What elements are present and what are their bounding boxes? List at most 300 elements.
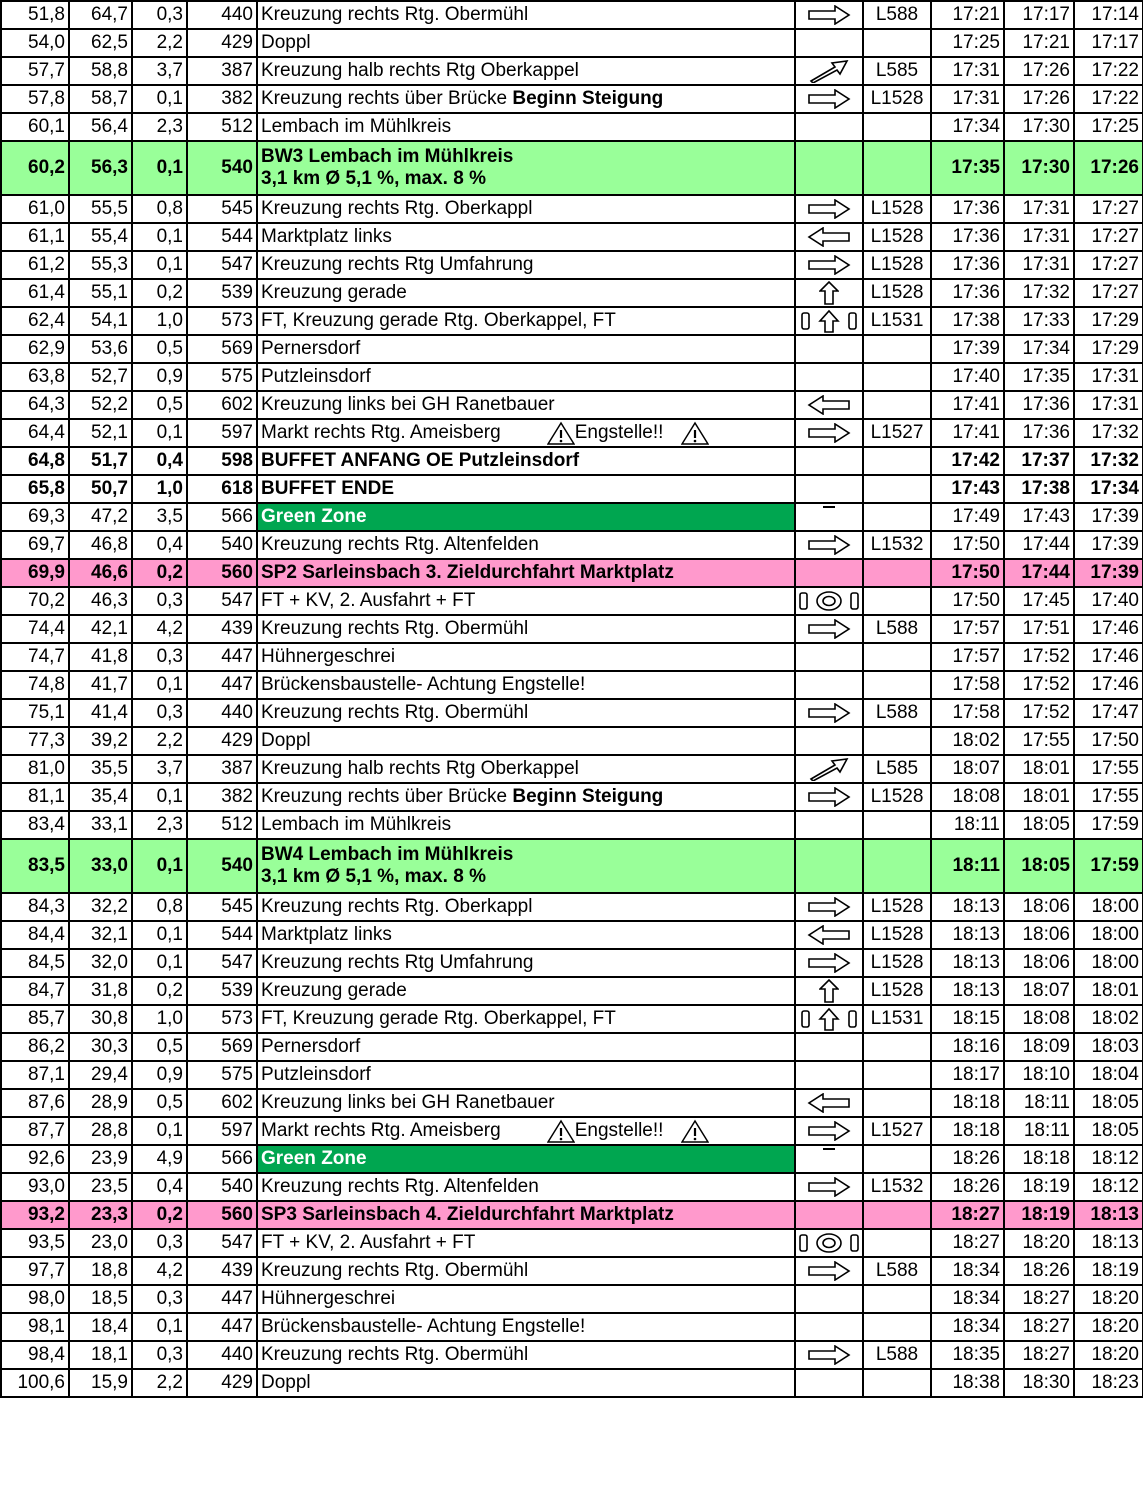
table-row bbox=[1, 783, 1143, 811]
time-mid-cell: 18:30 bbox=[1004, 1369, 1074, 1397]
time-mid-cell: 17:38 bbox=[1004, 475, 1074, 503]
table-row bbox=[1, 1369, 1143, 1397]
table-row bbox=[1, 1257, 1143, 1285]
km-remaining-cell: 50,7 bbox=[69, 475, 132, 503]
description-cell bbox=[257, 755, 795, 783]
time-mid-cell: 18:27 bbox=[1004, 1341, 1074, 1369]
description-text: Kreuzung halb rechts Rtg Oberkappel bbox=[261, 758, 579, 779]
description-text: SP2 Sarleinsbach 3. Zieldurchfahrt Marktplatz bbox=[261, 562, 674, 583]
road-number-cell bbox=[863, 559, 931, 587]
road-number-cell: L1531 bbox=[863, 307, 931, 335]
time-mid-cell: 17:31 bbox=[1004, 195, 1074, 223]
table-row bbox=[1, 755, 1143, 783]
direction-cell bbox=[795, 419, 863, 447]
km-remaining-cell: 15,9 bbox=[69, 1369, 132, 1397]
description-text: Kreuzung gerade bbox=[261, 282, 407, 303]
km-cell: 70,2 bbox=[1, 587, 69, 615]
road-number-cell: L1528 bbox=[863, 195, 931, 223]
time-fast-cell: 18:13 bbox=[931, 977, 1004, 1005]
km-remaining-cell: 18,4 bbox=[69, 1313, 132, 1341]
road-number-cell: L1527 bbox=[863, 419, 931, 447]
description-text: Kreuzung halb rechts Rtg Oberkappel bbox=[261, 60, 579, 81]
segment-cell: 4,2 bbox=[132, 615, 187, 643]
time-mid-cell: 18:10 bbox=[1004, 1061, 1074, 1089]
km-remaining-cell: 46,3 bbox=[69, 587, 132, 615]
segment-cell: 0,3 bbox=[132, 587, 187, 615]
time-fast-cell: 17:50 bbox=[931, 559, 1004, 587]
time-mid-cell: 17:31 bbox=[1004, 251, 1074, 279]
altitude-cell: 618 bbox=[187, 475, 257, 503]
km-cell: 97,7 bbox=[1, 1257, 69, 1285]
description-cell bbox=[257, 1005, 795, 1033]
direction-cell bbox=[795, 141, 863, 195]
altitude-cell: 540 bbox=[187, 839, 257, 893]
table-row bbox=[1, 475, 1143, 503]
km-cell: 57,7 bbox=[1, 57, 69, 85]
description-text: Kreuzung gerade bbox=[261, 980, 407, 1001]
km-cell: 93,0 bbox=[1, 1173, 69, 1201]
altitude-cell: 569 bbox=[187, 335, 257, 363]
table-row bbox=[1, 29, 1143, 57]
road-number-cell: L1528 bbox=[863, 921, 931, 949]
altitude-cell: 575 bbox=[187, 363, 257, 391]
description-text: Brückensbaustelle- Achtung Engstelle! bbox=[261, 674, 586, 695]
altitude-cell: 573 bbox=[187, 307, 257, 335]
road-number-cell bbox=[863, 671, 931, 699]
km-cell: 61,4 bbox=[1, 279, 69, 307]
km-remaining-cell: 53,6 bbox=[69, 335, 132, 363]
direction-cell bbox=[795, 977, 863, 1005]
description-cell bbox=[257, 1201, 795, 1229]
time-mid-cell: 17:21 bbox=[1004, 29, 1074, 57]
km-cell: 69,9 bbox=[1, 559, 69, 587]
time-fast-cell: 18:13 bbox=[931, 949, 1004, 977]
km-cell: 60,1 bbox=[1, 113, 69, 141]
altitude-cell: 545 bbox=[187, 893, 257, 921]
time-fast-cell: 18:02 bbox=[931, 727, 1004, 755]
road-number-cell bbox=[863, 29, 931, 57]
road-number-cell: L585 bbox=[863, 57, 931, 85]
road-number-cell bbox=[863, 391, 931, 419]
direction-cell bbox=[795, 1117, 863, 1145]
time-slow-cell: 18:00 bbox=[1074, 949, 1143, 977]
direction-cell bbox=[795, 1005, 863, 1033]
table-row bbox=[1, 1173, 1143, 1201]
time-mid-cell: 18:01 bbox=[1004, 755, 1074, 783]
description-text: FT + KV, 2. Ausfahrt + FT bbox=[261, 1232, 476, 1253]
table-row bbox=[1, 1145, 1143, 1173]
table-row bbox=[1, 643, 1143, 671]
arrow-right-icon bbox=[796, 1177, 862, 1197]
description-line-2: 3,1 km Ø 5,1 %, max. 8 % bbox=[261, 168, 486, 189]
time-slow-cell: 17:22 bbox=[1074, 85, 1143, 113]
km-cell: 62,4 bbox=[1, 307, 69, 335]
description-text: FT, Kreuzung gerade Rtg. Oberkappel, FT bbox=[261, 1008, 616, 1029]
table-row bbox=[1, 1061, 1143, 1089]
km-cell: 87,7 bbox=[1, 1117, 69, 1145]
description-cell bbox=[257, 475, 795, 503]
ft-straight-ft-icon bbox=[796, 1007, 862, 1031]
direction-cell bbox=[795, 1, 863, 29]
road-number-cell bbox=[863, 1033, 931, 1061]
time-mid-cell: 18:19 bbox=[1004, 1201, 1074, 1229]
km-cell: 62,9 bbox=[1, 335, 69, 363]
segment-cell: 0,3 bbox=[132, 1, 187, 29]
warning-text: Engstelle!! bbox=[574, 1120, 664, 1142]
arrow-right-icon bbox=[796, 423, 862, 443]
time-fast-cell: 17:39 bbox=[931, 335, 1004, 363]
description-text: Markt rechts Rtg. Ameisberg bbox=[261, 422, 501, 444]
description-text: Putzleinsdorf bbox=[261, 1064, 371, 1085]
segment-cell: 0,5 bbox=[132, 391, 187, 419]
time-mid-cell: 17:36 bbox=[1004, 419, 1074, 447]
time-slow-cell: 17:40 bbox=[1074, 587, 1143, 615]
altitude-cell: 547 bbox=[187, 587, 257, 615]
altitude-cell: 575 bbox=[187, 1061, 257, 1089]
direction-cell bbox=[795, 335, 863, 363]
direction-cell bbox=[795, 1285, 863, 1313]
segment-cell: 0,1 bbox=[132, 783, 187, 811]
km-cell: 86,2 bbox=[1, 1033, 69, 1061]
km-cell: 57,8 bbox=[1, 85, 69, 113]
arrow-right-icon bbox=[796, 1345, 862, 1365]
km-remaining-cell: 64,7 bbox=[69, 1, 132, 29]
road-number-cell: L588 bbox=[863, 699, 931, 727]
time-slow-cell: 17:27 bbox=[1074, 251, 1143, 279]
description-cell bbox=[257, 279, 795, 307]
segment-cell: 0,2 bbox=[132, 559, 187, 587]
time-mid-cell: 17:17 bbox=[1004, 1, 1074, 29]
altitude-cell: 560 bbox=[187, 1201, 257, 1229]
table-row bbox=[1, 921, 1143, 949]
description-cell bbox=[257, 419, 795, 447]
table-row bbox=[1, 1285, 1143, 1313]
direction-cell bbox=[795, 643, 863, 671]
arrow-right-icon bbox=[796, 1261, 862, 1281]
table-row bbox=[1, 279, 1143, 307]
km-remaining-cell: 32,2 bbox=[69, 893, 132, 921]
time-slow-cell: 17:29 bbox=[1074, 307, 1143, 335]
table-row bbox=[1, 363, 1143, 391]
time-fast-cell: 18:15 bbox=[931, 1005, 1004, 1033]
road-number-cell bbox=[863, 1313, 931, 1341]
direction-cell bbox=[795, 783, 863, 811]
altitude-cell: 573 bbox=[187, 1005, 257, 1033]
description-cell bbox=[257, 223, 795, 251]
time-slow-cell: 17:46 bbox=[1074, 615, 1143, 643]
time-fast-cell: 17:58 bbox=[931, 699, 1004, 727]
direction-cell bbox=[795, 531, 863, 559]
time-slow-cell: 18:05 bbox=[1074, 1089, 1143, 1117]
altitude-cell: 447 bbox=[187, 1285, 257, 1313]
road-number-cell bbox=[863, 335, 931, 363]
road-number-cell bbox=[863, 1201, 931, 1229]
description-cell bbox=[257, 1089, 795, 1117]
altitude-cell: 544 bbox=[187, 921, 257, 949]
warning-block bbox=[501, 422, 710, 443]
km-cell: 84,5 bbox=[1, 949, 69, 977]
road-number-cell: L1528 bbox=[863, 85, 931, 113]
description-text: FT + KV, 2. Ausfahrt + FT bbox=[261, 590, 476, 611]
warning-block bbox=[501, 1120, 710, 1141]
km-remaining-cell: 41,4 bbox=[69, 699, 132, 727]
km-cell: 84,3 bbox=[1, 893, 69, 921]
time-slow-cell: 18:12 bbox=[1074, 1145, 1143, 1173]
warning-text: Engstelle!! bbox=[574, 422, 664, 444]
km-remaining-cell: 28,8 bbox=[69, 1117, 132, 1145]
road-number-cell bbox=[863, 1369, 931, 1397]
road-number-cell: L1528 bbox=[863, 977, 931, 1005]
description-cell bbox=[257, 307, 795, 335]
km-cell: 61,0 bbox=[1, 195, 69, 223]
time-mid-cell: 17:35 bbox=[1004, 363, 1074, 391]
table-row bbox=[1, 141, 1143, 195]
km-remaining-cell: 18,5 bbox=[69, 1285, 132, 1313]
direction-cell bbox=[795, 1257, 863, 1285]
table-row bbox=[1, 251, 1143, 279]
altitude-cell: 539 bbox=[187, 977, 257, 1005]
time-mid-cell: 18:18 bbox=[1004, 1145, 1074, 1173]
description-text: Pernersdorf bbox=[261, 338, 361, 359]
time-slow-cell: 17:47 bbox=[1074, 699, 1143, 727]
time-slow-cell: 17:27 bbox=[1074, 279, 1143, 307]
description-cell bbox=[257, 1145, 795, 1173]
time-fast-cell: 18:16 bbox=[931, 1033, 1004, 1061]
arrow-up-icon bbox=[796, 979, 862, 1003]
road-number-cell: L1532 bbox=[863, 531, 931, 559]
time-mid-cell: 18:06 bbox=[1004, 893, 1074, 921]
table-row bbox=[1, 1033, 1143, 1061]
description-cell bbox=[257, 503, 795, 531]
direction-cell bbox=[795, 615, 863, 643]
roadbook-rows bbox=[1, 1, 1143, 1397]
description-bold-text: Beginn Steigung bbox=[512, 786, 664, 807]
description-text: Lembach im Mühlkreis bbox=[261, 116, 452, 137]
km-remaining-cell: 31,8 bbox=[69, 977, 132, 1005]
time-slow-cell: 17:59 bbox=[1074, 839, 1143, 893]
time-slow-cell: 17:32 bbox=[1074, 447, 1143, 475]
description-cell bbox=[257, 671, 795, 699]
description-text: Kreuzung rechts Rtg Umfahrung bbox=[261, 254, 534, 275]
direction-cell bbox=[795, 949, 863, 977]
time-slow-cell: 17:39 bbox=[1074, 559, 1143, 587]
direction-cell bbox=[795, 1341, 863, 1369]
description-cell bbox=[257, 977, 795, 1005]
description-text: Kreuzung rechts Rtg. Obermühl bbox=[261, 1260, 529, 1281]
warning-icon bbox=[681, 421, 709, 445]
description-text: Kreuzung rechts Rtg. Obermühl bbox=[261, 702, 529, 723]
description-cell bbox=[257, 29, 795, 57]
time-fast-cell: 17:31 bbox=[931, 85, 1004, 113]
description-cell bbox=[257, 839, 795, 893]
segment-cell: 2,3 bbox=[132, 811, 187, 839]
time-slow-cell: 17:59 bbox=[1074, 811, 1143, 839]
segment-cell: 1,0 bbox=[132, 307, 187, 335]
segment-cell: 0,1 bbox=[132, 251, 187, 279]
km-cell: 75,1 bbox=[1, 699, 69, 727]
km-remaining-cell: 23,5 bbox=[69, 1173, 132, 1201]
time-slow-cell: 17:31 bbox=[1074, 391, 1143, 419]
segment-cell: 0,1 bbox=[132, 671, 187, 699]
time-slow-cell: 18:12 bbox=[1074, 1173, 1143, 1201]
description-cell bbox=[257, 783, 795, 811]
table-row bbox=[1, 391, 1143, 419]
time-mid-cell: 17:30 bbox=[1004, 113, 1074, 141]
description-cell bbox=[257, 1369, 795, 1397]
km-remaining-cell: 28,9 bbox=[69, 1089, 132, 1117]
time-mid-cell: 17:31 bbox=[1004, 223, 1074, 251]
direction-cell bbox=[795, 559, 863, 587]
time-slow-cell: 17:27 bbox=[1074, 195, 1143, 223]
time-fast-cell: 17:40 bbox=[931, 363, 1004, 391]
segment-cell: 0,4 bbox=[132, 1173, 187, 1201]
description-text: Pernersdorf bbox=[261, 1036, 361, 1057]
direction-cell bbox=[795, 279, 863, 307]
description-cell bbox=[257, 141, 795, 195]
altitude-cell: 545 bbox=[187, 195, 257, 223]
segment-cell: 0,2 bbox=[132, 1201, 187, 1229]
time-slow-cell: 18:19 bbox=[1074, 1257, 1143, 1285]
direction-cell bbox=[795, 307, 863, 335]
altitude-cell: 439 bbox=[187, 1257, 257, 1285]
km-cell: 83,5 bbox=[1, 839, 69, 893]
segment-cell: 4,2 bbox=[132, 1257, 187, 1285]
segment-cell: 3,7 bbox=[132, 755, 187, 783]
description-cell bbox=[257, 391, 795, 419]
table-row bbox=[1, 559, 1143, 587]
direction-cell bbox=[795, 1089, 863, 1117]
description-text: Hühnergeschrei bbox=[261, 646, 396, 667]
km-remaining-cell: 18,8 bbox=[69, 1257, 132, 1285]
km-cell: 60,2 bbox=[1, 141, 69, 195]
time-mid-cell: 18:06 bbox=[1004, 921, 1074, 949]
direction-cell bbox=[795, 1145, 863, 1173]
time-mid-cell: 17:45 bbox=[1004, 587, 1074, 615]
road-number-cell: L1531 bbox=[863, 1005, 931, 1033]
arrow-right-icon bbox=[796, 535, 862, 555]
time-fast-cell: 18:35 bbox=[931, 1341, 1004, 1369]
km-remaining-cell: 55,1 bbox=[69, 279, 132, 307]
direction-cell bbox=[795, 391, 863, 419]
description-line-1: BW4 Lembach im Mühlkreis bbox=[261, 844, 514, 865]
segment-cell: 2,2 bbox=[132, 727, 187, 755]
description-cell bbox=[257, 615, 795, 643]
segment-cell: 0,1 bbox=[132, 223, 187, 251]
time-slow-cell: 17:39 bbox=[1074, 503, 1143, 531]
altitude-cell: 429 bbox=[187, 727, 257, 755]
warning-icon bbox=[547, 1119, 575, 1143]
description-text: Brückensbaustelle- Achtung Engstelle! bbox=[261, 1316, 586, 1337]
km-remaining-cell: 23,9 bbox=[69, 1145, 132, 1173]
time-fast-cell: 17:50 bbox=[931, 587, 1004, 615]
time-fast-cell: 17:36 bbox=[931, 279, 1004, 307]
time-mid-cell: 18:06 bbox=[1004, 949, 1074, 977]
altitude-cell: 447 bbox=[187, 643, 257, 671]
time-slow-cell: 18:23 bbox=[1074, 1369, 1143, 1397]
description-cell bbox=[257, 587, 795, 615]
time-slow-cell: 17:46 bbox=[1074, 643, 1143, 671]
km-remaining-cell: 56,4 bbox=[69, 113, 132, 141]
altitude-cell: 566 bbox=[187, 503, 257, 531]
time-mid-cell: 18:27 bbox=[1004, 1285, 1074, 1313]
description-text: Kreuzung rechts Rtg. Obermühl bbox=[261, 618, 529, 639]
description-text: FT, Kreuzung gerade Rtg. Oberkappel, FT bbox=[261, 310, 616, 331]
table-row bbox=[1, 307, 1143, 335]
altitude-cell: 547 bbox=[187, 1229, 257, 1257]
altitude-cell: 598 bbox=[187, 447, 257, 475]
time-slow-cell: 17:25 bbox=[1074, 113, 1143, 141]
table-row bbox=[1, 615, 1143, 643]
time-mid-cell: 18:26 bbox=[1004, 1257, 1074, 1285]
km-cell: 83,4 bbox=[1, 811, 69, 839]
road-number-cell: L1528 bbox=[863, 893, 931, 921]
segment-cell: 0,2 bbox=[132, 279, 187, 307]
direction-cell bbox=[795, 839, 863, 893]
description-line-1: BW3 Lembach im Mühlkreis bbox=[261, 146, 514, 167]
km-cell: 93,2 bbox=[1, 1201, 69, 1229]
time-slow-cell: 18:05 bbox=[1074, 1117, 1143, 1145]
segment-cell: 0,3 bbox=[132, 1341, 187, 1369]
km-remaining-cell: 35,5 bbox=[69, 755, 132, 783]
time-mid-cell: 18:08 bbox=[1004, 1005, 1074, 1033]
time-fast-cell: 18:38 bbox=[931, 1369, 1004, 1397]
road-number-cell bbox=[863, 141, 931, 195]
km-cell: 65,8 bbox=[1, 475, 69, 503]
direction-cell bbox=[795, 503, 863, 531]
description-cell bbox=[257, 531, 795, 559]
altitude-cell: 447 bbox=[187, 1313, 257, 1341]
direction-cell bbox=[795, 921, 863, 949]
description-cell bbox=[257, 1341, 795, 1369]
direction-cell bbox=[795, 587, 863, 615]
time-mid-cell: 17:52 bbox=[1004, 643, 1074, 671]
description-text: Doppl bbox=[261, 32, 311, 53]
direction-cell bbox=[795, 727, 863, 755]
altitude-cell: 540 bbox=[187, 531, 257, 559]
arrow-right-icon bbox=[796, 703, 862, 723]
table-row bbox=[1, 85, 1143, 113]
km-remaining-cell: 32,0 bbox=[69, 949, 132, 977]
road-number-cell bbox=[863, 475, 931, 503]
altitude-cell: 439 bbox=[187, 615, 257, 643]
segment-cell: 0,1 bbox=[132, 1313, 187, 1341]
time-fast-cell: 18:13 bbox=[931, 921, 1004, 949]
road-number-cell: L588 bbox=[863, 1, 931, 29]
segment-cell: 1,0 bbox=[132, 475, 187, 503]
direction-cell bbox=[795, 475, 863, 503]
description-cell bbox=[257, 57, 795, 85]
km-cell: 87,1 bbox=[1, 1061, 69, 1089]
segment-cell: 0,4 bbox=[132, 531, 187, 559]
time-mid-cell: 17:37 bbox=[1004, 447, 1074, 475]
time-fast-cell: 17:36 bbox=[931, 223, 1004, 251]
table-row bbox=[1, 977, 1143, 1005]
description-text: Marktplatz links bbox=[261, 924, 392, 945]
description-text: Green Zone bbox=[261, 506, 367, 527]
time-slow-cell: 17:55 bbox=[1074, 755, 1143, 783]
table-row bbox=[1, 531, 1143, 559]
arrow-right-icon bbox=[796, 255, 862, 275]
description-cell bbox=[257, 195, 795, 223]
segment-cell: 0,9 bbox=[132, 1061, 187, 1089]
direction-cell bbox=[795, 1033, 863, 1061]
description-bold-text: Beginn Steigung bbox=[512, 88, 664, 109]
direction-cell bbox=[795, 363, 863, 391]
km-cell: 81,0 bbox=[1, 755, 69, 783]
description-cell bbox=[257, 921, 795, 949]
km-remaining-cell: 33,1 bbox=[69, 811, 132, 839]
road-number-cell bbox=[863, 587, 931, 615]
